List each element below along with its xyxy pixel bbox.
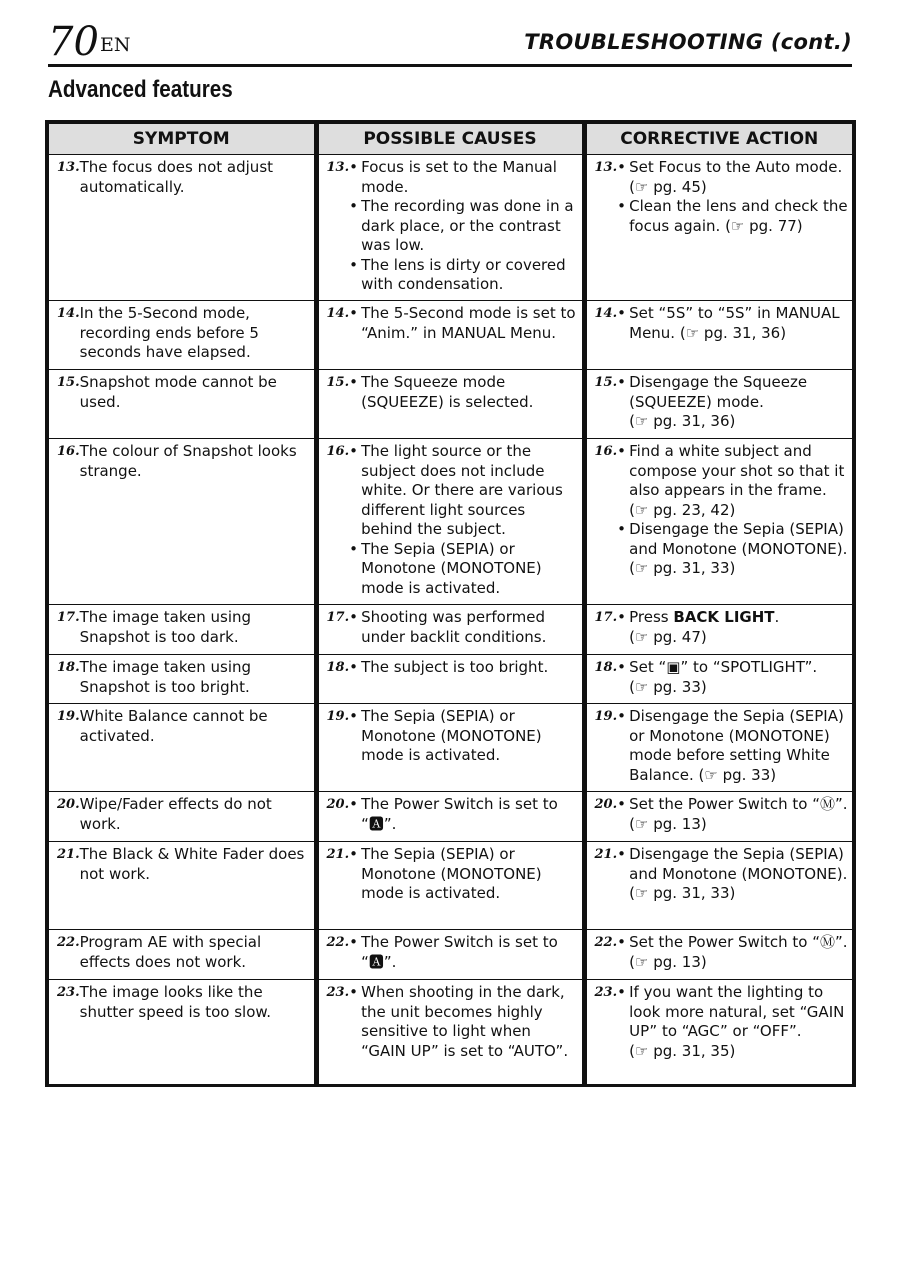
page-reference: (☞ pg. 33) [629,677,707,696]
bullet-icon: • [617,373,626,391]
action-body: Set Focus to the Auto mode. [629,158,843,176]
action-text [629,707,848,785]
action-prefix: Press [629,608,674,626]
action-item [617,845,848,904]
row-number: 23. [57,985,80,1000]
row-number: 15. [326,375,350,390]
cause-text: The light source or the subject does not include white. Or there are various different light sources behind the subject. [361,442,563,538]
cause-item [349,442,577,540]
symptom-text: Wipe/Fader effects do not work. [79,795,272,833]
causes-content [319,845,578,904]
action-body: Disengage the Sepia (SEPIA) and Monotone (MONOTONE). [629,845,848,883]
cause-text: The Power Switch is set to “🅰”. [361,795,558,833]
symptom-content [49,933,310,972]
header-possible-causes: POSSIBLE CAUSES [316,124,584,155]
causes-content [319,983,578,1061]
page-reference: (☞ pg. 45) [629,177,707,196]
symptom-cell [49,605,316,655]
action-body: Set the Power Switch to “Ⓜ”. [629,933,848,951]
symptom-content [49,658,310,697]
cause-text: The Power Switch is set to “🅰”. [361,933,558,971]
row-number: 13. [57,160,80,175]
button-name: BACK LIGHT [673,608,775,626]
bullet-icon: • [617,442,626,460]
row-number: 18. [57,660,80,675]
row-number: 22. [326,935,350,950]
action-text [629,933,848,972]
row-number: 14. [326,306,350,321]
cause-text: The 5-Second mode is set to “Anim.” in MANUAL Menu. [361,304,576,342]
action-body: Set the Power Switch to “Ⓜ”. [629,795,848,813]
action-text [629,520,848,579]
causes-list [349,442,577,598]
symptom-content [49,442,310,481]
causes-cell [316,155,584,301]
causes-list [349,707,577,766]
actions-list [617,933,848,972]
row-number: 17. [57,610,80,625]
cause-item [349,304,577,343]
cause-item [349,373,577,412]
action-text [629,658,848,697]
action-cell [584,370,852,439]
bullet-icon: • [617,304,626,322]
page-language: EN [100,34,131,56]
bullet-icon: • [617,707,626,725]
action-content [587,933,849,972]
symptom-cell [49,655,316,704]
symptom-cell [49,439,316,605]
cause-text: The lens is dirty or covered with condensation. [361,255,566,293]
action-item [617,658,848,697]
cause-text: When shooting in the dark, the unit becomes highly sensitive to light when “GAIN UP” is set to “AUTO”. [361,983,569,1060]
action-content [587,707,849,785]
symptom-content [49,304,310,363]
row-number: 16. [326,444,350,459]
bullet-icon: • [349,983,358,1001]
row-number: 13. [594,160,618,175]
symptom-content [49,373,310,412]
causes-content [319,373,578,412]
symptom-content [49,608,310,647]
actions-list [617,373,848,432]
bullet-icon: • [349,197,358,215]
page-number: 70 [48,19,99,65]
table-row [49,155,852,301]
row-number: 16. [57,444,80,459]
causes-list [349,158,577,295]
action-body: Set “▣” to “SPOTLIGHT”. [629,658,818,676]
bullet-icon: • [349,845,358,863]
action-cell [584,792,852,842]
cause-item [349,658,577,678]
cause-text: The subject is too bright. [361,658,549,676]
symptom-cell [49,792,316,842]
cause-text: The Sepia (SEPIA) or Monotone (MONOTONE) mode is activated. [361,845,542,902]
page-reference: (☞ pg. 33) [698,765,777,784]
action-cell [584,655,852,704]
causes-content [319,795,578,834]
bullet-icon: • [617,608,626,626]
causes-list [349,983,577,1061]
actions-list [617,845,848,904]
symptom-text: The image taken using Snapshot is too bright. [79,658,252,696]
cause-item [349,795,577,834]
action-content [587,304,849,343]
symptom-text: White Balance cannot be activated. [79,707,268,745]
action-body: Set “5S” to “5S” in MANUAL Menu. [629,304,840,342]
symptom-cell [49,842,316,930]
bullet-icon: • [617,197,626,215]
bullet-icon: • [617,158,626,176]
page-reference: (☞ pg. 77) [725,216,803,235]
actions-list [617,442,848,579]
action-text [629,197,848,236]
action-item [617,158,848,197]
bullet-icon: • [349,304,358,322]
page-reference: (☞ pg. 31, 36) [679,323,787,342]
action-content [587,845,849,904]
table-row [49,792,852,842]
causes-content [319,158,578,295]
bullet-icon: • [617,520,626,538]
causes-list [349,795,577,834]
table-row [49,980,852,1084]
cause-item [349,608,577,647]
table-row [49,439,852,605]
causes-list [349,304,577,343]
table-row [49,605,852,655]
row-number: 19. [594,709,618,724]
action-body: . [774,608,780,626]
causes-list [349,373,577,412]
action-item [617,197,848,236]
row-number: 17. [594,610,618,625]
action-body: Clean the lens and check the focus again. [629,197,848,235]
table-row [49,370,852,439]
row-number: 20. [594,797,618,812]
cause-item [349,256,577,295]
page-reference: (☞ pg. 31, 33) [629,884,736,902]
troubleshooting-table [45,120,856,1087]
causes-content [319,933,578,972]
symptom-text: The colour of Snapshot looks strange. [79,442,297,480]
cause-item [349,197,577,256]
action-text [629,304,848,343]
row-number: 15. [57,375,80,390]
symptom-content [49,158,310,197]
action-cell [584,439,852,605]
action-item [617,608,848,647]
symptom-cell [49,370,316,439]
table-row [49,655,852,704]
row-number: 19. [57,709,80,724]
causes-cell [316,439,584,605]
action-item [617,795,848,834]
symptom-text: The Black & White Fader does not work. [79,845,305,883]
symptom-content [49,707,310,746]
cause-item [349,983,577,1061]
action-content [587,983,849,1061]
bullet-icon: • [617,983,626,1001]
cause-text: Shooting was performed under backlit conditions. [361,608,547,646]
table-header-row [49,124,852,155]
cause-text: Focus is set to the Manual mode. [361,158,557,196]
symptom-content [49,845,310,884]
cause-item [349,845,577,904]
page-reference: (☞ pg. 13) [629,814,707,833]
actions-list [617,608,848,647]
bullet-icon: • [617,795,626,813]
cause-text: The Squeeze mode (SQUEEZE) is selected. [361,373,534,411]
action-content [587,373,849,432]
action-content [587,442,849,579]
symptom-cell [49,155,316,301]
row-number: 20. [57,797,80,812]
row-number: 18. [326,660,350,675]
causes-cell [316,930,584,980]
action-text [629,795,848,834]
actions-list [617,983,848,1061]
causes-list [349,933,577,972]
bullet-icon: • [349,373,358,391]
action-text [629,608,848,647]
row-number: 15. [594,375,618,390]
causes-cell [316,370,584,439]
causes-cell [316,792,584,842]
causes-cell [316,704,584,792]
cause-text: The Sepia (SEPIA) or Monotone (MONOTONE) mode is activated. [361,539,542,597]
row-number: 18. [594,660,618,675]
row-number: 22. [594,935,618,950]
causes-content [319,304,578,343]
row-number: 23. [594,985,618,1000]
causes-content [319,658,578,678]
causes-list [349,608,577,647]
row-number: 14. [594,306,618,321]
row-number: 13. [326,160,350,175]
bullet-icon: • [349,255,358,274]
action-body: Disengage the Sepia (SEPIA) or Monotone (MONOTONE) mode before setting White Balance. [629,707,844,784]
causes-cell [316,655,584,704]
row-number: 19. [326,709,350,724]
bullet-icon: • [349,707,358,725]
action-text [629,845,848,904]
row-number: 22. [57,935,80,950]
actions-list [617,795,848,834]
action-body: Find a white subject and compose your shot so that it also appears in the frame. [629,442,845,499]
symptom-cell [49,980,316,1084]
bullet-icon: • [349,933,358,951]
cause-text: The recording was done in a dark place, or the contrast was low. [361,197,574,254]
action-cell [584,842,852,930]
row-number: 23. [326,985,350,1000]
actions-list [617,658,848,697]
symptom-cell [49,704,316,792]
bullet-icon: • [617,658,626,676]
action-item [617,442,848,520]
page-reference: (☞ pg. 31, 36) [629,412,736,430]
page-reference: (☞ pg. 13) [629,952,707,971]
action-content [587,795,849,834]
section-title: Advanced features [48,76,233,103]
table-row [49,930,852,980]
action-text [629,373,848,432]
row-number: 21. [326,847,350,862]
action-cell [584,605,852,655]
cause-item [349,933,577,972]
action-cell [584,930,852,980]
causes-list [349,658,577,678]
action-text [629,983,848,1061]
bullet-icon: • [349,608,358,626]
actions-list [617,707,848,785]
bullet-icon: • [349,795,358,813]
action-item [617,520,848,579]
bullet-icon: • [617,933,626,951]
action-content [587,158,849,236]
causes-cell [316,980,584,1084]
page-header [48,20,852,67]
row-number: 21. [594,847,618,862]
page-reference: (☞ pg. 47) [629,627,707,646]
bullet-icon: • [349,539,358,558]
symptom-content [49,983,310,1022]
symptom-content [49,795,310,834]
header-symptom: SYMPTOM [49,124,316,155]
action-cell [584,155,852,301]
running-title: TROUBLESHOOTING (cont.) [524,30,852,54]
row-number: 16. [594,444,618,459]
symptom-text: The image taken using Snapshot is too dark. [79,608,252,646]
row-number: 20. [326,797,350,812]
cause-item [349,158,577,197]
actions-list [617,304,848,343]
bullet-icon: • [617,845,626,863]
symptom-cell [49,301,316,370]
bullet-icon: • [349,658,358,676]
symptom-text: In the 5-Second mode, recording ends before 5 seconds have elapsed. [79,304,259,361]
bullet-icon: • [349,442,358,460]
cause-item [349,540,577,599]
table-row [49,301,852,370]
row-number: 17. [326,610,350,625]
symptom-text: Program AE with special effects does not work. [79,933,262,971]
causes-content [319,442,578,598]
row-number: 14. [57,306,80,321]
action-cell [584,704,852,792]
action-text [629,158,848,197]
causes-cell [316,842,584,930]
causes-content [319,707,578,766]
causes-cell [316,301,584,370]
action-content [587,658,849,697]
action-content [587,608,849,647]
action-item [617,983,848,1061]
symptom-text: Snapshot mode cannot be used. [79,373,277,411]
causes-list [349,845,577,904]
action-cell [584,980,852,1084]
action-body: Disengage the Squeeze (SQUEEZE) mode. [629,373,808,411]
table-row [49,842,852,930]
action-item [617,707,848,785]
action-text [629,442,848,520]
cause-text: The Sepia (SEPIA) or Monotone (MONOTONE) mode is activated. [361,707,542,764]
page-reference: (☞ pg. 31, 33) [629,559,736,577]
row-number: 21. [57,847,80,862]
bullet-icon: • [349,158,358,176]
page-reference: (☞ pg. 23, 42) [629,500,736,519]
causes-cell [316,605,584,655]
action-item [617,304,848,343]
header-corrective-action: CORRECTIVE ACTION [584,124,852,155]
causes-content [319,608,578,647]
actions-list [617,158,848,236]
action-body: Disengage the Sepia (SEPIA) and Monotone (MONOTONE). [629,520,848,558]
action-cell [584,301,852,370]
action-body: If you want the lighting to look more natural, set “GAIN UP” to “AGC” or “OFF”. [629,983,845,1040]
action-item [617,933,848,972]
symptom-text: The focus does not adjust automatically. [79,158,274,196]
cause-item [349,707,577,766]
action-item [617,373,848,432]
table-row [49,704,852,792]
page-reference: (☞ pg. 31, 35) [629,1041,736,1060]
symptom-text: The image looks like the shutter speed is too slow. [79,983,272,1021]
symptom-cell [49,930,316,980]
